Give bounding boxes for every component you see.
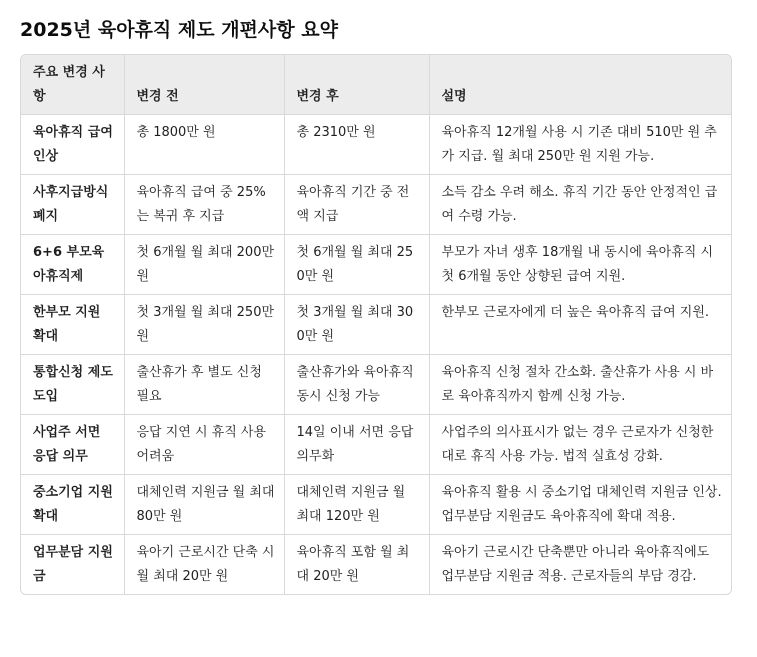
table-row [21, 115, 731, 175]
cell-after: 대체인력 지원금 월 최대 120만 원 [284, 475, 429, 535]
table-row [21, 535, 731, 595]
cell-before: 첫 3개월 월 최대 250만 원 [124, 295, 284, 355]
cell-after: 출산휴가와 육아휴직 동시 신청 가능 [284, 355, 429, 415]
column-header-before: 변경 전 [124, 55, 284, 115]
cell-description: 소득 감소 우려 해소. 휴직 기간 동안 안정적인 급여 수령 가능. [429, 175, 731, 235]
cell-description: 육아기 근로시간 단축뿐만 아니라 육아휴직에도 업무분담 지원금 적용. 근로자들의 부담 경감. [441, 545, 710, 584]
summary-table-container [20, 54, 732, 595]
cell-item: 사후지급방식 폐지 [21, 175, 124, 235]
cell-before: 출산휴가 후 별도 신청 필요 [124, 355, 284, 415]
table-row [21, 235, 731, 295]
cell-description: 한부모 근로자에게 더 높은 육아휴직 급여 지원. [429, 295, 731, 355]
table-row [21, 355, 731, 415]
cell-item: 6+6 부모육아휴직제 [21, 235, 124, 295]
cell-after: 첫 3개월 월 최대 300만 원 [284, 295, 429, 355]
table-row [21, 415, 731, 475]
table-row [21, 475, 731, 535]
cell-before: 대체인력 지원금 월 최대 80만 원 [124, 475, 284, 535]
page-title: 2025년 육아휴직 제도 개편사항 요약 [20, 19, 338, 41]
cell-after: 육아휴직 포함 월 최대 20만 원 [284, 535, 429, 595]
cell-description: 육아휴직 신청 절차 간소화. 출산휴가 사용 시 바로 육아휴직까지 함께 신청 가능. [429, 355, 731, 415]
column-header-after: 변경 후 [284, 55, 429, 115]
column-header-change-item: 주요 변경 사항 [21, 55, 124, 115]
table-row [21, 295, 731, 355]
cell-after: 첫 6개월 월 최대 250만 원 [284, 235, 429, 295]
cell-description: 사업주의 의사표시가 없는 경우 근로자가 신청한 대로 휴직 사용 가능. 법적 실효성 강화. [429, 415, 731, 475]
column-header-description: 설명 [429, 55, 731, 115]
summary-table [21, 55, 731, 594]
cell-item: 육아휴직 급여 인상 [21, 115, 124, 175]
cell-before: 응답 지연 시 휴직 사용 어려움 [124, 415, 284, 475]
cell-description: 육아휴직 12개월 사용 시 기존 대비 510만 원 추가 지급. 월 최대 250만 원 지원 가능. [429, 115, 731, 175]
cell-after: 육아휴직 기간 중 전액 지급 [284, 175, 429, 235]
cell-item: 통합신청 제도 도입 [21, 355, 124, 415]
table-header-row [21, 55, 731, 115]
cell-before: 첫 6개월 월 최대 200만 원 [124, 235, 284, 295]
cell-before: 육아기 근로시간 단축 시 월 최대 20만 원 [124, 535, 284, 595]
cell-description: 부모가 자녀 생후 18개월 내 동시에 육아휴직 시 첫 6개월 동안 상향된 급여 지원. [429, 235, 731, 295]
cell-before: 총 1800만 원 [124, 115, 284, 175]
cell-description: 육아휴직 활용 시 중소기업 대체인력 지원금 인상. 업무분담 지원금도 육아휴직에 확대 적용. [429, 475, 731, 535]
cell-item: 중소기업 지원 확대 [21, 475, 124, 535]
cell-after: 14일 이내 서면 응답 의무화 [284, 415, 429, 475]
cell-item: 업무분담 지원금 [21, 535, 124, 595]
cell-before: 육아휴직 급여 중 25%는 복귀 후 지급 [124, 175, 284, 235]
cell-item: 한부모 지원 확대 [21, 295, 124, 355]
cell-item: 사업주 서면 응답 의무 [21, 415, 124, 475]
cell-after: 총 2310만 원 [284, 115, 429, 175]
table-row [21, 175, 731, 235]
